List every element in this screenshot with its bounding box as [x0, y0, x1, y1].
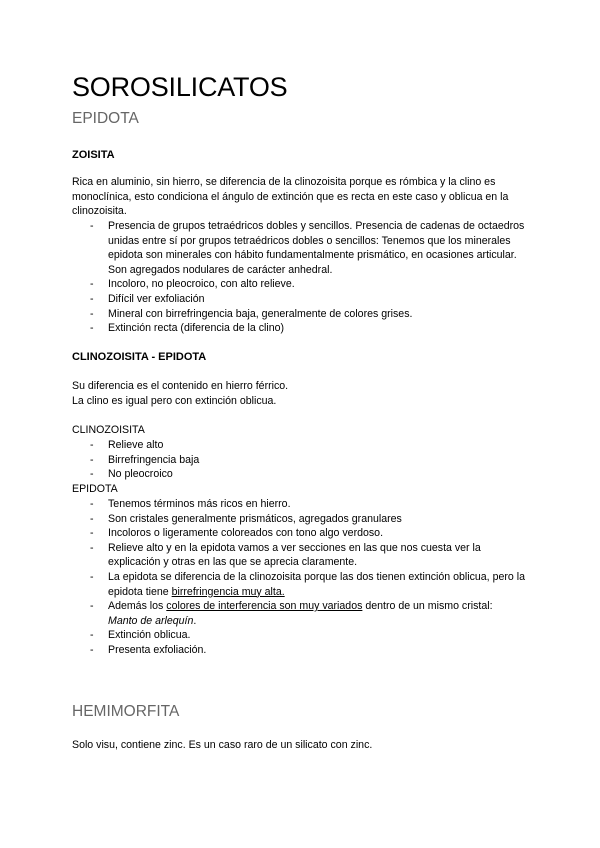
epidota-label: EPIDOTA [72, 483, 118, 495]
difference-line-2: La clino es igual pero con extinción oblicua. [72, 394, 277, 407]
item-text: . [193, 614, 197, 627]
hemimorfita-text: Solo visu, contiene zinc. Es un caso raro de un silicato con zinc. [72, 739, 373, 751]
epidota-heading: EPIDOTA [72, 110, 139, 127]
list-item: - Birrefringencia baja [72, 453, 532, 468]
clinozoisita-list [72, 438, 532, 482]
zoisita-heading: ZOISITA [72, 149, 115, 161]
document-title: SOROSILICATOS [72, 72, 288, 102]
italic-text: Manto de arlequín [108, 614, 194, 627]
list-item: - Tenemos términos más ricos en hierro. [72, 497, 532, 512]
underlined-text: colores de interferencia son muy variados [166, 600, 363, 613]
difference-text [72, 379, 532, 408]
zoisita-intro: Rica en aluminio, sin hierro, se diferencia de la clinozoisita porque es rómbica y la clino es monoclínica, esto condiciona el ángulo de extinción que es recta en este caso y oblicua en la clinozoisita. [72, 176, 509, 218]
list-item: - Son cristales generalmente prismáticos, agregados granulares [72, 512, 532, 527]
list-item: - Presenta exfoliación. [72, 643, 532, 658]
zoisita-list [72, 219, 532, 336]
list-item: - Extinción recta (diferencia de la clino) [72, 321, 532, 336]
list-item: - Incoloro, no pleocroico, con alto relieve. [72, 277, 532, 292]
list-item: - Incoloros o ligeramente coloreados con tono algo verdoso. [72, 526, 532, 541]
difference-line-1: Su diferencia es el contenido en hierro férrico. [72, 380, 289, 392]
clinozoisita-label: CLINOZOISITA [72, 424, 145, 436]
item-text: La epidota se diferencia de la clinozoisita porque las dos tienen extinción oblicua, pero la epidota tiene [108, 570, 525, 598]
list-item: - Mineral con birrefringencia baja, generalmente de colores grises. [72, 307, 532, 322]
list-item: - Extinción oblicua. [72, 628, 532, 643]
list-item [72, 599, 532, 628]
list-item: - Difícil ver exfoliación [72, 292, 532, 307]
list-item: - Relieve alto [72, 438, 532, 453]
list-item: - Relieve alto y en la epidota vamos a ver secciones en las que nos cuesta ver la explicación y otras en las que se aprecia claramente. [72, 541, 532, 570]
list-item: - No pleocroico [72, 467, 532, 482]
underlined-text: birrefringencia muy alta. [171, 585, 285, 598]
list-item: - Presencia de grupos tetraédricos dobles y sencillos. Presencia de cadenas de octaedros unidas entre sí por grupos tetraédricos dobles o sencillos: Tenemos que los minerales epidota son minerales con hábito fundamentalmente prismático, en ocasiones articular. Son agregados nodulares de carácter anhedral. [72, 219, 532, 277]
hemimorfita-heading: HEMIMORFITA [72, 703, 180, 720]
item-text: dentro de un mismo cristal: [362, 600, 493, 613]
item-text: Además los [108, 600, 167, 613]
clinozoisita-epidota-heading: CLINOZOISITA - EPIDOTA [72, 351, 207, 363]
epidota-list [72, 497, 532, 658]
list-item [72, 570, 532, 599]
